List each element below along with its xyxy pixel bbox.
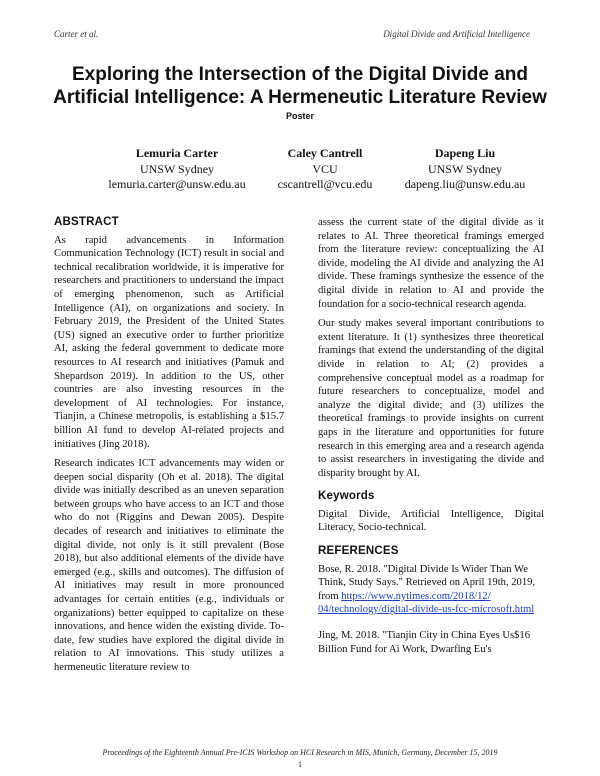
keywords-text: Digital Divide, Artificial Intelligence, Digital Literacy, Socio-technical.	[318, 508, 544, 534]
left-column	[54, 216, 284, 681]
reference-link-continued[interactable]: 04/technology/digital-divide-us-fcc-microsoft.html	[318, 604, 535, 616]
paper-type-label: Poster	[285, 111, 314, 121]
author-affiliation: UNSW Sydney	[139, 161, 215, 176]
author-email: dapeng.liu@unsw.edu.au	[404, 177, 526, 191]
author-affiliation: VCU	[312, 161, 338, 176]
reference-link[interactable]: https://www.nytimes.com/2018/12/	[341, 590, 491, 602]
author-name: Lemuria Carter	[135, 146, 219, 160]
paper-title-line-1: Exploring the Intersection of the Digital Divide and	[71, 64, 529, 85]
paper-title-line-2: Artificial Intelligence: A Hermeneutic Literature Review	[53, 87, 547, 108]
author-affiliation: UNSW Sydney	[427, 161, 503, 176]
right-column	[318, 216, 544, 662]
references-list	[318, 563, 544, 657]
abstract-paragraph: Research indicates ICT advancements may widen or deepen social disparity (Oh et al. 2018). The digital divide was initially described as an uneven separation between groups who have access to an ICT and those who do not (Riggins and Dewan 2005). Despite decades of research and initiatives to eliminate the digital divide, not only is it still prevalent (Bose 2018), but also additional elements of the divide have emerged (e.g., skills and outcomes). The diffusion of AI initiatives may result in more pronounced advantages for certain entities (e.g., individuals or organizations) better equipped to capitalize on these innovations, and hence widen the existing divide. To-date, few studies have explored the digital divide in relation to AI innovations. This study utilizes a hermeneutic literature review to	[54, 458, 284, 673]
author-email: cscantrell@vcu.edu	[277, 177, 373, 191]
running-header-title: Digital Divide and Artificial Intelligence	[383, 29, 530, 39]
paper-title	[40, 63, 560, 109]
references-heading: REFERENCES	[318, 545, 399, 558]
author-email: lemuria.carter@unsw.edu.au	[108, 177, 246, 191]
reference-text: Bose, R. 2018. "Digital Divide Is Wider Than We Think, Study Says." Retrieved on April 19th, 2019, from	[318, 563, 536, 602]
reference-item: Jing, M. 2018. "Tianjin City in China Eyes Us$16 Billion Fund for Ai Work, Dwarfing Eu's	[318, 630, 530, 655]
abstract-paragraph: Our study makes several important contributions to extent literature. It (1) synthesizes three theoretical framings that extend the understanding of the digital divide in relation to AI; (2) provides a comprehensive conceptual model as a roadmap for future researchers to conceptualize, model and analyze the digital divide; and (3) utilizes the theoretical framings to provide insights on current gaps in the literature and opportunities for future research in this emerging area and a research agenda to assist researchers in investigating the divide and disparity brought by AI.	[318, 318, 544, 479]
author-block	[92, 146, 262, 193]
abstract-paragraph-continued: assess the current state of the digital divide as it relates to AI. Three theoretical framings emerged from the literature review: conceptualizing the AI divide, modeling the AI divide and analyzing the AI divide. These framings synthesize the essence of the digital divide in relation to AI and provide the foundation for a socio-technical research agenda.	[318, 217, 544, 310]
abstract-paragraph: As rapid advancements in Information Communication Technology (ICT) result in social and technical recalibration worldwide, it is imperative for researchers and practitioners to understand the impact of emerging phenomenon, such as Artificial Intelligence (AI), on organizations and society. In February 2019, the President of the United States (US) signed an executive order to further prioritize AI, asking the federal government to dedicate more resources to AI research and initiatives (Pamuk and Shepardson 2019). In addition to the US, other countries are also investing resources in the development of AI technologies. For instance, Tianjin, a Chinese metropolis, is establishing a $15.7 billion AI fund to develop AI-related projects and initiatives (Jing 2018).	[54, 234, 284, 450]
reference-item	[318, 563, 544, 617]
page-number: 1	[298, 760, 302, 769]
abstract-heading: ABSTRACT	[54, 216, 119, 228]
author-name: Dapeng Liu	[434, 146, 496, 160]
running-header-authors: Carter et al.	[54, 29, 99, 39]
keywords-heading: Keywords	[318, 490, 375, 503]
proceedings-footer: Proceedings of the Eighteenth Annual Pre-ICIS Workshop on HCI Research in MIS, Munich, Germany, December 15, 2019	[102, 748, 498, 757]
author-name: Caley Cantrell	[287, 146, 363, 160]
author-block	[380, 146, 550, 193]
